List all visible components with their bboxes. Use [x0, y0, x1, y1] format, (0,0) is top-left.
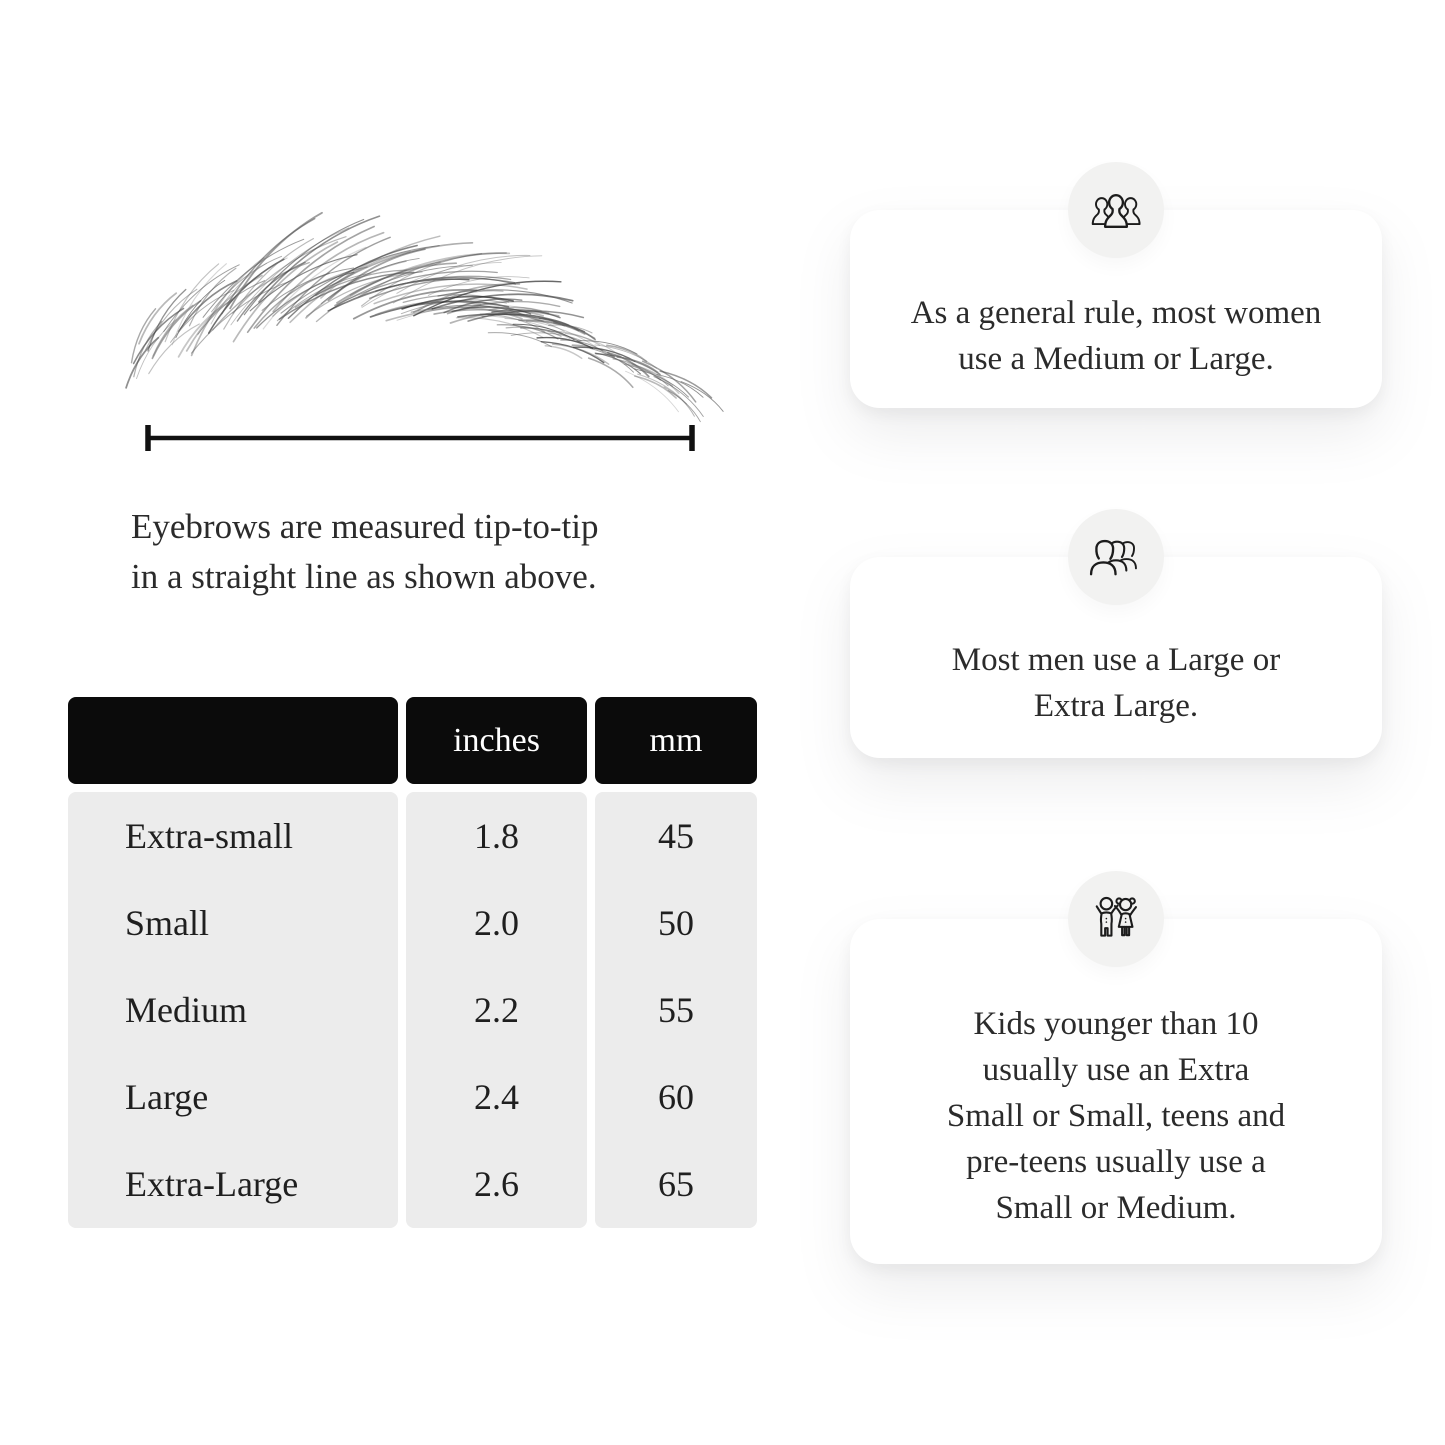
card-text-line: Small or Small, teens and [946, 1098, 1286, 1134]
card-text-line: usually use an Extra [982, 1052, 1250, 1088]
card-text-line: Extra Large. [1033, 688, 1199, 724]
card-text-line: pre-teens usually use a [966, 1144, 1266, 1180]
caption-line: Eyebrows are measured tip-to-tip [131, 507, 599, 546]
size-table-inches-column [406, 792, 587, 1228]
measure-line [130, 418, 710, 458]
mm-value: 55 [658, 989, 694, 1030]
size-label: Extra-Large [125, 1164, 299, 1205]
card-kids [850, 919, 1382, 1264]
header-cell-mm: mm [595, 697, 757, 784]
card-text-line: Kids younger than 10 [973, 1006, 1259, 1042]
size-label: Large [125, 1077, 209, 1118]
card-text-line: Most men use a Large or [951, 642, 1281, 678]
size-label: Small [125, 902, 210, 943]
header-cell-blank [68, 697, 398, 784]
women-group-icon [1087, 188, 1145, 232]
size-table [68, 697, 757, 1228]
mm-value: 60 [658, 1077, 694, 1118]
inches-value: 1.8 [474, 815, 519, 856]
men-group-icon [1087, 535, 1145, 579]
size-table-body [68, 792, 757, 1228]
size-table-mm-column [595, 792, 757, 1228]
size-table-header [68, 697, 757, 784]
caption-line: in a straight line as shown above. [131, 557, 597, 596]
size-label: Extra-small [125, 815, 293, 856]
inches-value: 2.4 [474, 1077, 519, 1118]
measurement-caption [131, 502, 731, 602]
inches-value: 2.2 [474, 989, 519, 1030]
size-label: Medium [125, 989, 247, 1030]
card-kids-icon-circle [1068, 871, 1164, 967]
mm-value: 45 [658, 815, 694, 856]
card-text-line: use a Medium or Large. [958, 341, 1274, 377]
inches-value: 2.6 [474, 1164, 519, 1205]
mm-value: 65 [658, 1164, 694, 1205]
card-women-icon-circle [1068, 162, 1164, 258]
card-text-line: As a general rule, most women [910, 295, 1322, 331]
card-text-line: Small or Medium. [995, 1190, 1237, 1226]
card-men-icon-circle [1068, 509, 1164, 605]
inches-value: 2.0 [474, 902, 519, 943]
size-table-label-column [68, 792, 398, 1228]
header-cell-inches: inches [406, 697, 587, 784]
eyebrow-illustration [110, 222, 700, 407]
kids-icon [1088, 894, 1144, 944]
mm-value: 50 [658, 902, 694, 943]
